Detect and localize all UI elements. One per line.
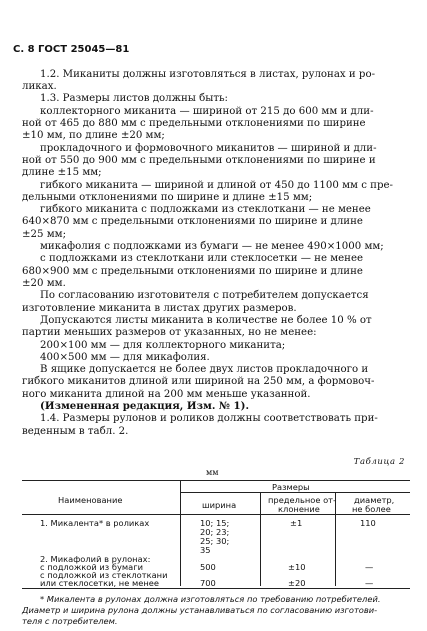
paragraph-line: 680×900 мм с предельными отклонениями по ширине и длине (22, 265, 363, 277)
head-name: Наименование (58, 495, 123, 505)
paragraph-line: дельными отклонениями по ширине и длине ±15 мм; (22, 191, 313, 203)
paragraph-line: В ящике допускается не более двух листов прокладочного и (40, 364, 369, 376)
row1-name: 1. Микалента* в роликах (40, 518, 150, 528)
row2-diameter: — (365, 578, 374, 588)
row2-width: 500 (200, 562, 216, 572)
table-col-rule (260, 492, 261, 586)
paragraph-line: партии меньших размеров от указанных, но не менее: (22, 327, 317, 339)
amendment-note: (Измененная редакция, Изм. № 1). (40, 400, 250, 413)
footnote: Диаметр и ширина рулона должны устанавливаться по согласованию изготови- (22, 605, 378, 615)
head-width: ширина (202, 500, 237, 510)
table-top-rule (22, 480, 410, 481)
row1-diameter: 110 (360, 518, 376, 528)
paragraph-line: длине ±15 мм; (22, 167, 102, 179)
table-bottom-rule (22, 588, 410, 589)
paragraph-line: ной от 465 до 880 мм с предельными отклонениями по ширине (22, 117, 366, 129)
paragraph-line: коллекторного миканита — шириной от 215 до 600 мм и дли- (40, 105, 374, 117)
paragraph-line: Допускаются листы миканита в количестве не более 10 % от (40, 314, 372, 326)
paragraph-line: ±10 мм, по длине ±20 мм; (22, 130, 165, 142)
row2-width: 700 (200, 578, 216, 588)
row2-sub: с подложкой из стеклоткани (40, 570, 168, 580)
paragraph-line: гибкого миканитов длиной или шириной на 250 мм, а формовоч- (22, 376, 375, 388)
head-deviation: предельное от- (268, 495, 336, 505)
head-sizes: Размеры (272, 482, 310, 492)
paragraph-line: 200×100 мм — для коллекторного миканита; (40, 339, 286, 351)
paragraph-line: ликах. (22, 81, 57, 92)
paragraph-line: 1.3. Размеры листов должны быть: (40, 93, 228, 105)
paragraph-line: с подложками из стеклоткани или стеклосетки — не менее (40, 253, 364, 265)
page-header: С. 8 ГОСТ 25045—81 (13, 44, 130, 55)
row2-deviation: ±20 (288, 578, 306, 588)
table-col-rule (335, 492, 336, 586)
paragraph-line: гибкого миканита — шириной и длиной от 450 до 1100 мм с пре- (40, 179, 393, 191)
paragraph-line: веденным в табл. 2. (22, 425, 129, 437)
paragraph-line: изготовление миканита в листах других размеров. (22, 302, 297, 314)
paragraph-line: ±20 мм. (22, 278, 66, 289)
row1-width: 10; 15; (200, 518, 230, 528)
paragraph-line: 1.4. Размеры рулонов и роликов должны соответствовать при- (40, 413, 378, 425)
paragraph-line: ±25 мм; (22, 228, 67, 240)
row1-deviation: ±1 (290, 518, 303, 528)
paragraph-line: 640×870 мм с предельными отклонениями по ширине и длине (22, 216, 363, 228)
table-sub-rule (180, 492, 410, 493)
table-head-rule (22, 514, 410, 515)
row2-sub: с подложкой из бумаги (40, 562, 143, 572)
footnote: теля с потребителем. (22, 616, 118, 626)
row2-sub: или стеклосетки, не менее (40, 578, 159, 588)
head-deviation-2: клонение (278, 504, 320, 514)
row2-name: 2. Микафолий в рулонах: (40, 554, 151, 564)
table-title: Таблица 2 (353, 457, 405, 467)
footnote: * Микалента в рулонах должна изготовляться по требованию потребителей. (40, 594, 381, 604)
paragraph-line: гибкого миканита с подложками из стеклоткани — не менее (40, 204, 371, 216)
paragraph-line: ного миканита длиной на 200 мм меньше указанной. (22, 388, 311, 400)
paragraph-line: 1.2. Миканиты должны изготовляться в листах, рулонах и ро- (40, 68, 376, 80)
paragraph-line: 400×500 мм — для микафолия. (40, 351, 210, 363)
head-diameter: диаметр, (354, 495, 395, 505)
row2-diameter: — (365, 562, 374, 572)
row1-width: 35 (200, 545, 211, 555)
row2-deviation: ±10 (288, 562, 306, 572)
paragraph-line: прокладочного и формовочного миканитов — шириной и дли- (40, 142, 377, 154)
head-diameter-2: не более (352, 504, 391, 514)
paragraph-line: микафолия с подложками из бумаги — не менее 490×1000 мм; (40, 241, 384, 252)
row1-width: 25; 30; (200, 536, 230, 546)
row1-width: 20; 23; (200, 527, 230, 537)
paragraph-line: По согласованию изготовителя с потребителем допускается (40, 290, 369, 302)
paragraph-line: ной от 550 до 900 мм с предельными отклонениями по ширине и (22, 154, 376, 166)
table-col-rule (180, 480, 181, 586)
table-units: мм (206, 468, 219, 477)
